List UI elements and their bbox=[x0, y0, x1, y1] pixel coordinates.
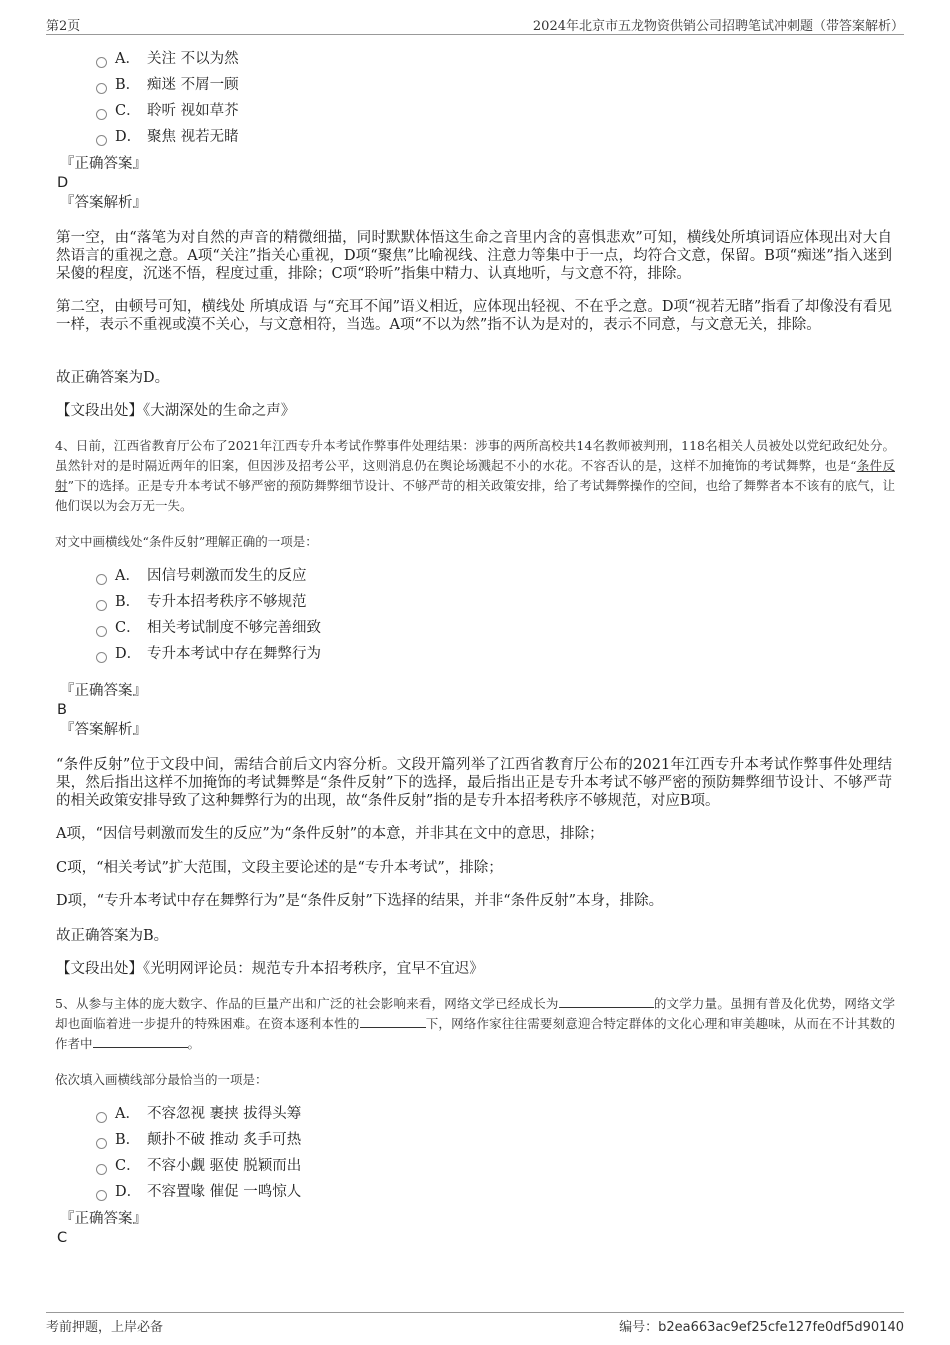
q3-option-c[interactable]: C． 聆听 视如草芥 bbox=[96, 98, 239, 124]
q4-option-c[interactable]: C． 相关考试制度不够完善细致 bbox=[96, 615, 321, 641]
q4-analysis-4: D项，“专升本考试中存在舞弊行为”是“条件反射”下选择的结果，并非“条件反射”本身，排除。 bbox=[56, 893, 664, 909]
footer-slogan: 考前押题，上岸必备 bbox=[46, 1320, 164, 1335]
radio-icon[interactable] bbox=[96, 1164, 107, 1175]
q3-analysis-3: 故正确答案为D。 bbox=[56, 370, 170, 386]
q5-stem: 依次填入画横线部分最恰当的一项是： bbox=[55, 1072, 268, 1087]
q3-analysis-1: 第一空，由“落笔为对自然的声音的精微细描，同时默默体悟这生命之音里内含的喜惧悲欢”可知，横线处所填词语应体现出对大自然语言的重视之意。A项“关注”指关心重视，D项“聚焦”比喻视线、注意力等集中于一点，均符合文意，保留。B项“痴迷”指入迷到呆傻的程度，沉迷不悟，程度过重，排除；C项“聆听”指集中精力、认真地听，与文意不符，排除。 bbox=[56, 230, 892, 282]
q4-passage: 4、日前，江西省教育厅公布了2021年江西专升本考试作弊事件处理结果：涉事的两所高校共14名教师被判刑，118名相关人员被处以党纪政纪处分。虽然针对的是时隔近两年的旧案，但因涉及招考公平，这则消息仍在舆论场溅起不小的水花。不容否认的是，这样不加掩饰的考试舞弊，也是“条件反射”下的选择。正是专升本考试不够严密的预防舞弊细节设计、不够严苛的相关政策安排，给了考试舞弊操作的空间，也给了舞弊者本不该有的底气，让他们误以为会万无一失。 bbox=[55, 438, 895, 513]
page-number: 第2页 bbox=[46, 19, 81, 34]
q3-answer-label: 『正确答案』 bbox=[60, 156, 147, 172]
q4-option-d[interactable]: D． 专升本考试中存在舞弊行为 bbox=[96, 641, 321, 667]
q4-underlined-term: 条件反射 bbox=[55, 458, 895, 493]
q3-answer: D bbox=[57, 175, 69, 191]
q5-answer: C bbox=[57, 1230, 68, 1246]
radio-icon[interactable] bbox=[96, 600, 107, 611]
document-title: 2024年北京市五龙物资供销公司招聘笔试冲刺题（带答案解析） bbox=[532, 19, 904, 34]
q3-option-a[interactable]: A． 关注 不以为然 bbox=[96, 46, 239, 72]
q5-options bbox=[96, 1101, 301, 1205]
radio-icon[interactable] bbox=[96, 574, 107, 585]
q5-blank-2 bbox=[360, 1015, 426, 1028]
page-footer bbox=[46, 1312, 904, 1337]
radio-icon[interactable] bbox=[96, 1190, 107, 1201]
radio-icon[interactable] bbox=[96, 1138, 107, 1149]
page-header bbox=[46, 12, 904, 35]
q4-analysis-label: 『答案解析』 bbox=[60, 722, 147, 738]
radio-icon[interactable] bbox=[96, 652, 107, 663]
q4-answer-label: 『正确答案』 bbox=[60, 683, 147, 699]
q4-analysis-5: 故正确答案为B。 bbox=[56, 928, 169, 944]
q3-analysis-2: 第二空，由顿号可知，横线处 所填成语 与“充耳不闻”语义相近，应体现出轻视、不在乎之意。D项“视若无睹”指看了却像没有看见一样，表示不重视或漠不关心，与文意相符，当选。A项“不以为然”指不认为是对的，表示不同意，与文意无关，排除。 bbox=[56, 299, 892, 333]
radio-icon[interactable] bbox=[96, 135, 107, 146]
q3-source: 【文段出处】《大湖深处的生命之声》 bbox=[56, 403, 296, 419]
q5-answer-label: 『正确答案』 bbox=[60, 1211, 147, 1227]
q5-blank-3 bbox=[93, 1035, 188, 1048]
q5-option-b[interactable]: B． 颠扑不破 推动 炙手可热 bbox=[96, 1127, 301, 1153]
q4-option-b[interactable]: B． 专升本招考秩序不够规范 bbox=[96, 589, 321, 615]
radio-icon[interactable] bbox=[96, 626, 107, 637]
q3-analysis-label: 『答案解析』 bbox=[60, 195, 147, 211]
q4-options bbox=[96, 563, 321, 667]
q5-blank-1 bbox=[559, 995, 654, 1008]
q4-source: 【文段出处】《光明网评论员：规范专升本招考秩序，宜早不宜迟》 bbox=[56, 961, 484, 977]
radio-icon[interactable] bbox=[96, 1112, 107, 1123]
q5-passage: 5、从参与主体的庞大数字、作品的巨量产出和广泛的社会影响来看，网络文学已经成长为 的文学力量。虽拥有普及化优势，网络文学却也面临着进一步提升的特殊困难。在资本逐利本性的 下，网络作家往往需要刻意迎合特定群体的文化心理和审美趣味，从而在不计其数的作者中 。 bbox=[55, 996, 895, 1051]
q4-option-a[interactable]: A． 因信号刺激而发生的反应 bbox=[96, 563, 321, 589]
q3-options bbox=[96, 46, 239, 150]
q4-answer: B bbox=[57, 702, 67, 718]
q4-analysis-2: A项，“因信号刺激而发生的反应”为“条件反射”的本意，并非其在文中的意思，排除； bbox=[56, 826, 604, 842]
q5-option-d[interactable]: D． 不容置喙 催促 一鸣惊人 bbox=[96, 1179, 301, 1205]
radio-icon[interactable] bbox=[96, 83, 107, 94]
q4-analysis-1: “条件反射”位于文段中间，需结合前后文内容分析。文段开篇列举了江西省教育厅公布的2021年江西专升本考试作弊事件处理结果，然后指出这样不加掩饰的考试舞弊是“条件反射”下的选择，最后指出正是专升本考试不够严密的预防舞弊细节设计、不够严苛的相关政策安排导致了这种舞弊行为的出现，故“条件反射”指的是专升本招考秩序不够规范，对应B项。 bbox=[56, 757, 892, 809]
q4-analysis-3: C项，“相关考试”扩大范围，文段主要论述的是“专升本考试”，排除； bbox=[56, 860, 503, 876]
q4-stem: 对文中画横线处“条件反射”理解正确的一项是： bbox=[55, 534, 318, 549]
q5-option-c[interactable]: C． 不容小觑 驱使 脱颖而出 bbox=[96, 1153, 301, 1179]
radio-icon[interactable] bbox=[96, 57, 107, 68]
footer-code: 编号：b2ea663ac9ef25cfe127fe0df5d90140 bbox=[619, 1320, 904, 1335]
q3-option-b[interactable]: B． 痴迷 不屑一顾 bbox=[96, 72, 239, 98]
q3-option-d[interactable]: D． 聚焦 视若无睹 bbox=[96, 124, 239, 150]
q5-option-a[interactable]: A． 不容忽视 裹挟 拔得头筹 bbox=[96, 1101, 301, 1127]
radio-icon[interactable] bbox=[96, 109, 107, 120]
